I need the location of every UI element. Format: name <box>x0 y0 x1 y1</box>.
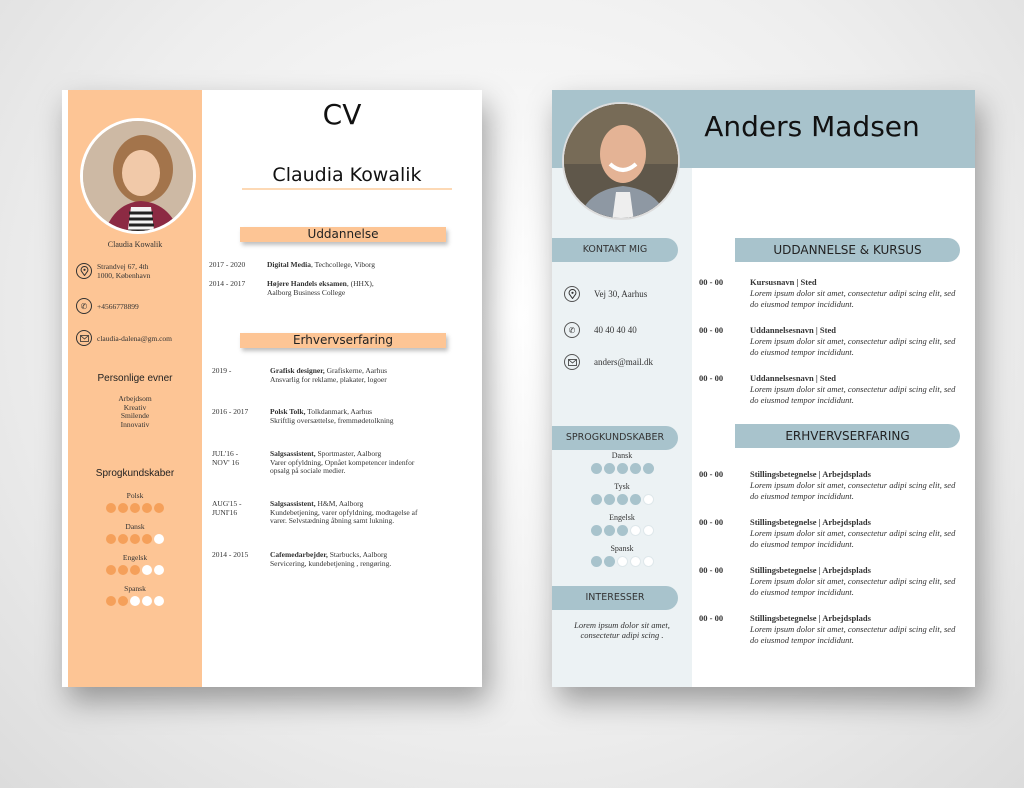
phone-icon: ✆ <box>564 322 580 338</box>
experience-heading: ERHVERVSERFARING <box>735 424 960 448</box>
language-level <box>68 503 202 513</box>
location-pin-icon <box>76 263 92 279</box>
person-name: Claudia Kowalik <box>242 164 452 190</box>
address-text: Vej 30, Aarhus <box>594 288 648 299</box>
entry-body: Lorem ipsum dolor sit amet, consectetur adipi scing elit, sed do eiusmod tempor incididunt. <box>750 480 956 501</box>
level-dot-filled <box>106 503 116 513</box>
level-dot-filled <box>643 463 654 474</box>
email-text: anders@mail.dk <box>594 356 654 367</box>
entry-line: Servicering, kundebetjening , rengøring. <box>270 558 392 568</box>
entry-line: varer. Selvstædning åbning samt lukning. <box>270 516 395 525</box>
entry-line: Sportmaster, Aalborg <box>315 449 382 458</box>
level-dot-empty <box>154 565 164 575</box>
experience-entry <box>699 613 964 646</box>
entry-date: 00 - 00 <box>699 613 724 623</box>
level-dot-empty <box>142 565 152 575</box>
address-row <box>564 286 647 302</box>
entry-date: 00 - 00 <box>699 277 724 287</box>
entry-line: Grafiskerne, Aarhus <box>324 366 388 375</box>
contact-heading: KONTAKT MIG <box>552 238 678 262</box>
experience-entry <box>699 469 964 502</box>
level-dot-empty <box>617 556 628 567</box>
entry-title: Kursusnavn | Sted <box>750 277 817 287</box>
entry-title: Polsk Tolk, <box>270 407 306 416</box>
phone-row <box>76 298 139 314</box>
language-name: Spansk <box>610 544 634 553</box>
entry-title: Salgsassistent, <box>270 449 316 458</box>
entry-line: opsalg på sociale medier. <box>270 466 346 475</box>
level-dot-empty <box>154 596 164 606</box>
level-dot-filled <box>130 565 140 575</box>
level-dot-filled <box>130 534 140 544</box>
traits-list <box>68 395 202 429</box>
entry-date: 00 - 00 <box>699 325 724 335</box>
traits-heading: Personlige evner <box>97 373 173 384</box>
level-dot-filled <box>118 565 128 575</box>
entry-title: Digital Media <box>267 260 311 269</box>
languages-heading: Sprogkundskaber <box>95 468 175 479</box>
entry-line: Starbucks, Aalborg <box>327 550 388 559</box>
language-item <box>68 522 202 544</box>
entry-line: H&M, Aalborg <box>315 499 364 508</box>
level-dot-filled <box>106 565 116 575</box>
entry-title: Uddannelsesnavn | Sted <box>750 373 836 383</box>
language-item <box>552 482 692 505</box>
level-dot-empty <box>154 534 164 544</box>
address-text <box>97 262 150 280</box>
trait-item: Arbejdsom <box>118 394 152 403</box>
entry-line: Varer opfyldning, Opnået kompetencer indenfor <box>270 457 415 467</box>
trait-item: Smilende <box>120 411 150 420</box>
entry-date: 00 - 00 <box>699 469 724 479</box>
mail-icon <box>76 330 92 346</box>
side-name: Claudia Kowalik <box>107 240 163 249</box>
level-dot-empty <box>630 556 641 567</box>
level-dot-filled <box>130 503 140 513</box>
entry-body: Lorem ipsum dolor sit amet, consectetur adipi scing elit, sed do eiusmod tempor incididunt. <box>750 336 956 357</box>
email-row <box>564 354 653 370</box>
phone-text: +4566778899 <box>97 301 139 311</box>
language-name: Dansk <box>125 522 145 531</box>
interests-text: Lorem ipsum dolor sit amet, consectetur adipi scing . <box>574 620 670 640</box>
entry-body: Lorem ipsum dolor sit amet, consectetur adipi scing elit, sed do eiusmod tempor incididunt. <box>750 624 956 645</box>
interests-heading: INTERESSER <box>552 586 678 610</box>
phone-row <box>564 322 637 338</box>
entry-line: Tolkdanmark, Aarhus <box>305 407 373 416</box>
cv-page-anders <box>552 90 975 687</box>
profile-photo <box>80 118 196 234</box>
entry-line: , Techcollege, Viborg <box>310 260 375 269</box>
level-dot-filled <box>142 534 152 544</box>
education-heading: UDDANNELSE & KURSUS <box>735 238 960 262</box>
level-dot-filled <box>630 494 641 505</box>
language-level <box>552 556 692 567</box>
entry-date: 2017 - 2020 <box>209 260 246 269</box>
experience-entry <box>212 551 391 568</box>
trait-item: Innovativ <box>120 419 150 429</box>
profile-photo <box>562 102 680 220</box>
language-item <box>552 451 692 474</box>
address-line-1: Strandvej 67, 4th <box>97 262 149 271</box>
entry-line: Kundebetjening, varer opfyldning, modtagelse af <box>270 507 418 517</box>
entry-body: Lorem ipsum dolor sit amet, consectetur adipi scing elit, sed do eiusmod tempor incididunt. <box>750 288 956 309</box>
education-entry <box>699 325 964 358</box>
experience-entry <box>212 367 387 384</box>
language-item <box>68 584 202 606</box>
level-dot-empty <box>130 596 140 606</box>
entry-title: Stillingsbetegnelse | Arbejdsplads <box>750 565 871 575</box>
language-item <box>68 491 202 513</box>
level-dot-filled <box>106 534 116 544</box>
language-item <box>552 544 692 567</box>
language-level <box>68 534 202 544</box>
address-line-2: 1000, København <box>97 271 151 280</box>
entry-date: 2019 - <box>212 366 232 375</box>
level-dot-filled <box>630 463 641 474</box>
experience-entry <box>699 517 964 550</box>
language-item <box>552 513 692 536</box>
experience-entry <box>212 500 417 526</box>
level-dot-empty <box>630 525 641 536</box>
level-dot-filled <box>617 525 628 536</box>
entry-date: JUL'16 - <box>212 449 239 458</box>
entry-date: 2016 - 2017 <box>212 407 249 416</box>
experience-entry <box>212 450 414 476</box>
languages-heading: SPROGKUNDSKABER <box>552 426 678 450</box>
entry-date: 2014 - 2015 <box>212 550 249 559</box>
entry-title: Cafemedarbejder, <box>270 550 328 559</box>
email-text: claudia-dalena@gm.com <box>97 333 172 343</box>
education-entry <box>209 280 374 297</box>
cv-page-claudia <box>62 90 482 687</box>
entry-date: NOV' 16 <box>212 457 239 467</box>
level-dot-filled <box>106 596 116 606</box>
education-entry <box>699 373 964 406</box>
experience-entry <box>699 565 964 598</box>
education-heading: Uddannelse <box>240 227 446 242</box>
address-row <box>76 262 150 280</box>
mail-icon <box>564 354 580 370</box>
phone-text: 40 40 40 40 <box>594 324 637 335</box>
language-name: Dansk <box>611 451 633 460</box>
language-name: Polsk <box>126 491 144 500</box>
email-row <box>76 330 172 346</box>
language-name: Engelsk <box>609 513 635 522</box>
level-dot-filled <box>591 556 602 567</box>
entry-title: Grafisk designer, <box>270 366 325 375</box>
level-dot-filled <box>118 503 128 513</box>
entry-title: Salgsassistent, <box>270 499 316 508</box>
level-dot-filled <box>604 525 615 536</box>
entry-line: Skriftlig oversættelse, fremmødetolkning <box>270 415 394 425</box>
education-entry <box>699 277 964 310</box>
phone-icon: ✆ <box>76 298 92 314</box>
entry-line: , (HHX), <box>346 279 374 288</box>
entry-line: Ansvarlig for reklame, plakater, logoer <box>270 374 387 384</box>
language-name: Tysk <box>614 482 630 491</box>
level-dot-filled <box>142 503 152 513</box>
education-entry <box>209 261 375 270</box>
person-name: Anders Madsen <box>704 110 920 143</box>
level-dot-filled <box>118 534 128 544</box>
entry-date: 00 - 00 <box>699 517 724 527</box>
level-dot-filled <box>591 494 602 505</box>
trait-item: Kreativ <box>123 402 147 412</box>
entry-date: 00 - 00 <box>699 565 724 575</box>
level-dot-empty <box>643 494 654 505</box>
location-pin-icon <box>564 286 580 302</box>
level-dot-filled <box>617 494 628 505</box>
level-dot-filled <box>591 525 602 536</box>
entry-title: Højere Handels eksamen <box>267 279 347 288</box>
entry-date: JUNI'16 <box>212 507 238 517</box>
level-dot-empty <box>643 525 654 536</box>
language-level <box>68 565 202 575</box>
entry-body: Lorem ipsum dolor sit amet, consectetur adipi scing elit, sed do eiusmod tempor incididunt. <box>750 384 956 405</box>
language-name: Spansk <box>124 584 146 593</box>
experience-entry <box>212 408 394 425</box>
level-dot-filled <box>617 463 628 474</box>
level-dot-filled <box>591 463 602 474</box>
entry-body: Lorem ipsum dolor sit amet, consectetur adipi scing elit, sed do eiusmod tempor incididunt. <box>750 576 956 597</box>
level-dot-filled <box>154 503 164 513</box>
language-name: Engelsk <box>122 553 148 562</box>
entry-title: Stillingsbetegnelse | Arbejdsplads <box>750 517 871 527</box>
entry-line: Aalborg Business College <box>267 287 346 297</box>
cv-title: CV <box>322 98 362 131</box>
level-dot-filled <box>604 463 615 474</box>
level-dot-empty <box>142 596 152 606</box>
experience-heading: Erhvervserfaring <box>240 333 446 348</box>
level-dot-empty <box>643 556 654 567</box>
language-level <box>552 525 692 536</box>
entry-date: AUG'15 - <box>212 499 242 508</box>
entry-date: 2014 - 2017 <box>209 279 246 288</box>
level-dot-filled <box>604 556 615 567</box>
entry-title: Stillingsbetegnelse | Arbejdsplads <box>750 613 871 623</box>
language-level <box>552 494 692 505</box>
sidebar <box>68 90 202 687</box>
language-item <box>68 553 202 575</box>
level-dot-filled <box>604 494 615 505</box>
language-level <box>552 463 692 474</box>
language-level <box>68 596 202 606</box>
entry-date: 00 - 00 <box>699 373 724 383</box>
entry-body: Lorem ipsum dolor sit amet, consectetur adipi scing elit, sed do eiusmod tempor incididunt. <box>750 528 956 549</box>
entry-title: Uddannelsesnavn | Sted <box>750 325 836 335</box>
entry-title: Stillingsbetegnelse | Arbejdsplads <box>750 469 871 479</box>
level-dot-filled <box>118 596 128 606</box>
